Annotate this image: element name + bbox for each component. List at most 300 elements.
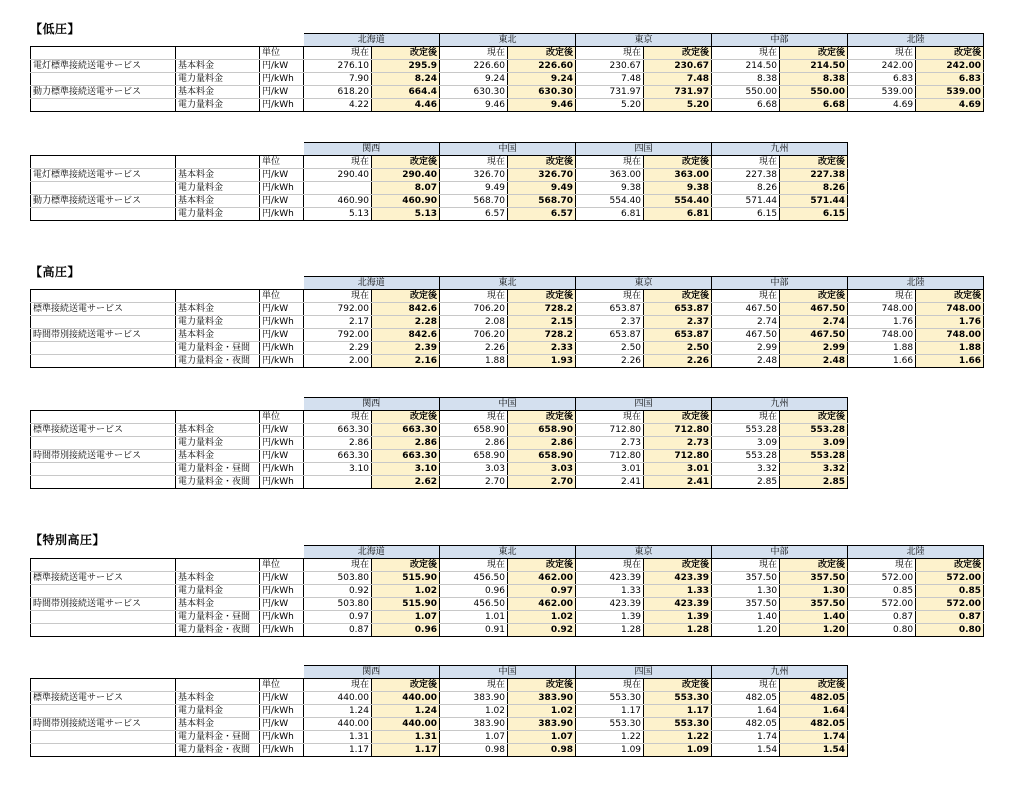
revised-value: 6.15 <box>780 208 848 221</box>
current-value: 276.10 <box>304 60 372 73</box>
revised-value: 1.09 <box>644 744 712 757</box>
charge-item: 基本料金 <box>176 598 260 611</box>
revised-value: 226.60 <box>508 60 576 73</box>
revised-value: 630.30 <box>508 86 576 99</box>
current-value: 1.39 <box>576 611 644 624</box>
current-value: 1.28 <box>576 624 644 637</box>
unit-cell: 円/kWh <box>260 316 304 329</box>
current-value: 572.00 <box>848 598 916 611</box>
region-header: 東北 <box>440 546 576 559</box>
current-value: 8.38 <box>712 73 780 86</box>
current-value: 2.85 <box>712 476 780 489</box>
revised-value: 3.03 <box>508 463 576 476</box>
empty-cell <box>31 546 176 559</box>
empty-cell <box>176 47 260 60</box>
unit-header: 単位 <box>260 559 304 572</box>
current-header: 現在 <box>304 156 372 169</box>
current-value: 554.40 <box>576 195 644 208</box>
revised-value: 0.87 <box>916 611 984 624</box>
revised-value: 467.50 <box>780 329 848 342</box>
unit-header: 単位 <box>260 411 304 424</box>
revised-value: 0.92 <box>508 624 576 637</box>
region-header-row <box>31 546 984 559</box>
charge-item: 電力量料金 <box>176 705 260 718</box>
current-value: 2.26 <box>576 355 644 368</box>
current-value: 6.15 <box>712 208 780 221</box>
current-header: 現在 <box>848 290 916 303</box>
current-value: 539.00 <box>848 86 916 99</box>
table-row <box>31 60 984 73</box>
revised-value: 658.90 <box>508 450 576 463</box>
service-name: 動力標準接続送電サービス <box>31 86 176 99</box>
column-header-row <box>31 559 984 572</box>
current-value: 6.57 <box>440 208 508 221</box>
current-value: 326.70 <box>440 169 508 182</box>
charge-item: 電力量料金・昼間 <box>176 611 260 624</box>
revised-value: 2.15 <box>508 316 576 329</box>
current-value: 553.28 <box>712 450 780 463</box>
revised-value: 6.68 <box>780 99 848 112</box>
revised-value: 553.30 <box>644 718 712 731</box>
service-name <box>31 476 176 489</box>
revised-value: 0.96 <box>372 624 440 637</box>
revised-value: 6.81 <box>644 208 712 221</box>
service-name: 時間帯別接続送電サービス <box>31 450 176 463</box>
charge-item: 基本料金 <box>176 718 260 731</box>
current-value: 1.64 <box>712 705 780 718</box>
service-name <box>31 624 176 637</box>
current-value: 8.26 <box>712 182 780 195</box>
charge-item: 電力量料金 <box>176 437 260 450</box>
unit-cell: 円/kWh <box>260 611 304 624</box>
charge-item: 基本料金 <box>176 424 260 437</box>
current-header: 現在 <box>712 47 780 60</box>
current-value: 1.17 <box>576 705 644 718</box>
revised-value: 326.70 <box>508 169 576 182</box>
current-value: 658.90 <box>440 424 508 437</box>
current-value: 363.00 <box>576 169 644 182</box>
revised-value: 2.74 <box>780 316 848 329</box>
current-value: 9.38 <box>576 182 644 195</box>
charge-item: 基本料金 <box>176 169 260 182</box>
service-name: 標準接続送電サービス <box>31 572 176 585</box>
current-value: 2.26 <box>440 342 508 355</box>
current-value: 663.30 <box>304 450 372 463</box>
current-value: 1.88 <box>848 342 916 355</box>
revised-value: 553.30 <box>644 692 712 705</box>
revised-header: 改定後 <box>508 559 576 572</box>
revised-value: 1.93 <box>508 355 576 368</box>
revised-value: 539.00 <box>916 86 984 99</box>
empty-cell <box>176 277 260 290</box>
revised-value: 8.07 <box>372 182 440 195</box>
current-header: 現在 <box>440 411 508 424</box>
current-value: 2.48 <box>712 355 780 368</box>
current-header: 現在 <box>712 411 780 424</box>
current-value: 423.39 <box>576 572 644 585</box>
revised-value: 1.74 <box>780 731 848 744</box>
revised-header: 改定後 <box>644 411 712 424</box>
unit-cell: 円/kWh <box>260 463 304 476</box>
revised-value: 571.44 <box>780 195 848 208</box>
region-header-row <box>31 277 984 290</box>
revised-value: 663.30 <box>372 424 440 437</box>
column-header-row <box>31 411 848 424</box>
current-value: 0.98 <box>440 744 508 757</box>
current-value: 467.50 <box>712 303 780 316</box>
revised-value: 3.01 <box>644 463 712 476</box>
revised-value: 1.54 <box>780 744 848 757</box>
column-header-row <box>31 156 848 169</box>
current-value: 2.86 <box>440 437 508 450</box>
revised-value: 712.80 <box>644 450 712 463</box>
current-value: 2.37 <box>576 316 644 329</box>
table-row <box>31 303 984 316</box>
current-value: 7.48 <box>576 73 644 86</box>
revised-value: 1.64 <box>780 705 848 718</box>
revised-value: 9.38 <box>644 182 712 195</box>
revised-value: 1.02 <box>508 611 576 624</box>
revised-header: 改定後 <box>372 47 440 60</box>
revised-value: 1.02 <box>508 705 576 718</box>
current-value: 1.33 <box>576 585 644 598</box>
table-row <box>31 611 984 624</box>
revised-value: 554.40 <box>644 195 712 208</box>
current-value: 357.50 <box>712 598 780 611</box>
current-value: 242.00 <box>848 60 916 73</box>
revised-header: 改定後 <box>780 290 848 303</box>
unit-cell: 円/kWh <box>260 624 304 637</box>
current-value: 568.70 <box>440 195 508 208</box>
current-value: 456.50 <box>440 598 508 611</box>
revised-value: 842.6 <box>372 329 440 342</box>
tariff-table <box>30 665 848 757</box>
revised-value: 728.2 <box>508 303 576 316</box>
revised-value: 1.20 <box>780 624 848 637</box>
current-value: 6.83 <box>848 73 916 86</box>
revised-header: 改定後 <box>644 156 712 169</box>
current-value: 503.80 <box>304 598 372 611</box>
revised-value: 2.62 <box>372 476 440 489</box>
revised-value: 242.00 <box>916 60 984 73</box>
empty-cell <box>176 143 260 156</box>
current-value: 383.90 <box>440 718 508 731</box>
current-value: 1.76 <box>848 316 916 329</box>
table-row <box>31 329 984 342</box>
table-row <box>31 598 984 611</box>
revised-value: 2.16 <box>372 355 440 368</box>
current-value: 1.88 <box>440 355 508 368</box>
revised-header: 改定後 <box>372 679 440 692</box>
revised-value: 9.24 <box>508 73 576 86</box>
current-value: 9.46 <box>440 99 508 112</box>
current-value: 1.74 <box>712 731 780 744</box>
empty-cell <box>31 290 176 303</box>
empty-cell <box>31 559 176 572</box>
unit-cell: 円/kW <box>260 303 304 316</box>
revised-value: 1.24 <box>372 705 440 718</box>
revised-value: 1.30 <box>780 585 848 598</box>
service-name: 電灯標準接続送電サービス <box>31 169 176 182</box>
revised-value: 440.00 <box>372 718 440 731</box>
revised-value: 1.33 <box>644 585 712 598</box>
current-value: 2.17 <box>304 316 372 329</box>
revised-value: 1.07 <box>372 611 440 624</box>
empty-cell <box>176 679 260 692</box>
revised-value: 2.86 <box>372 437 440 450</box>
region-header: 中部 <box>712 277 848 290</box>
current-header: 現在 <box>440 559 508 572</box>
empty-cell <box>176 546 260 559</box>
current-value: 1.20 <box>712 624 780 637</box>
table-row <box>31 437 848 450</box>
region-header: 東北 <box>440 34 576 47</box>
current-value: 731.97 <box>576 86 644 99</box>
revised-value: 5.20 <box>644 99 712 112</box>
revised-value: 1.07 <box>508 731 576 744</box>
current-value: 6.81 <box>576 208 644 221</box>
revised-header: 改定後 <box>780 411 848 424</box>
current-value: 440.00 <box>304 718 372 731</box>
unit-cell: 円/kW <box>260 195 304 208</box>
revised-value: 748.00 <box>916 329 984 342</box>
current-value: 456.50 <box>440 572 508 585</box>
charge-item: 基本料金 <box>176 692 260 705</box>
unit-cell: 円/kWh <box>260 585 304 598</box>
current-value: 0.96 <box>440 585 508 598</box>
service-name <box>31 73 176 86</box>
current-value <box>304 476 372 489</box>
revised-header: 改定後 <box>508 156 576 169</box>
unit-header: 単位 <box>260 290 304 303</box>
charge-item: 基本料金 <box>176 86 260 99</box>
revised-value: 6.83 <box>916 73 984 86</box>
empty-cell <box>260 277 304 290</box>
table-row <box>31 476 848 489</box>
region-header-row <box>31 398 848 411</box>
current-value: 2.99 <box>712 342 780 355</box>
revised-header: 改定後 <box>508 411 576 424</box>
charge-item: 基本料金 <box>176 195 260 208</box>
revised-value: 2.73 <box>644 437 712 450</box>
current-value: 290.40 <box>304 169 372 182</box>
revised-value: 363.00 <box>644 169 712 182</box>
unit-header: 単位 <box>260 156 304 169</box>
current-value: 1.09 <box>576 744 644 757</box>
revised-value: 2.28 <box>372 316 440 329</box>
revised-value: 653.87 <box>644 329 712 342</box>
current-value: 1.17 <box>304 744 372 757</box>
revised-value: 1.17 <box>372 744 440 757</box>
region-header: 関西 <box>304 398 440 411</box>
current-value: 1.54 <box>712 744 780 757</box>
charge-item: 電力量料金・夜間 <box>176 476 260 489</box>
revised-value: 553.28 <box>780 424 848 437</box>
revised-value: 568.70 <box>508 195 576 208</box>
revised-value: 3.32 <box>780 463 848 476</box>
revised-value: 482.05 <box>780 718 848 731</box>
revised-value: 842.6 <box>372 303 440 316</box>
current-value: 214.50 <box>712 60 780 73</box>
unit-cell: 円/kWh <box>260 731 304 744</box>
section-title-low-voltage: 【低圧】 <box>30 22 81 36</box>
revised-value: 664.4 <box>372 86 440 99</box>
revised-value: 462.00 <box>508 572 576 585</box>
section-title-high-voltage: 【高圧】 <box>30 265 81 279</box>
revised-value: 3.09 <box>780 437 848 450</box>
service-name: 電灯標準接続送電サービス <box>31 60 176 73</box>
current-value: 2.41 <box>576 476 644 489</box>
revised-value: 663.30 <box>372 450 440 463</box>
revised-header: 改定後 <box>372 559 440 572</box>
unit-cell: 円/kW <box>260 86 304 99</box>
revised-value: 9.49 <box>508 182 576 195</box>
revised-value: 2.50 <box>644 342 712 355</box>
current-value: 1.31 <box>304 731 372 744</box>
current-header: 現在 <box>576 290 644 303</box>
current-value: 748.00 <box>848 329 916 342</box>
unit-cell: 円/kWh <box>260 476 304 489</box>
revised-value: 1.28 <box>644 624 712 637</box>
tariff-table <box>30 33 984 112</box>
region-header: 中国 <box>440 143 576 156</box>
empty-cell <box>31 411 176 424</box>
tariff-table <box>30 142 848 221</box>
revised-value: 2.26 <box>644 355 712 368</box>
current-header: 現在 <box>576 411 644 424</box>
region-header-row <box>31 666 848 679</box>
current-value: 423.39 <box>576 598 644 611</box>
current-value: 706.20 <box>440 303 508 316</box>
charge-item: 電力量料金・夜間 <box>176 624 260 637</box>
table-row <box>31 692 848 705</box>
revised-value: 2.86 <box>508 437 576 450</box>
unit-header: 単位 <box>260 679 304 692</box>
empty-cell <box>176 666 260 679</box>
revised-value: 2.37 <box>644 316 712 329</box>
unit-cell: 円/kWh <box>260 342 304 355</box>
current-header: 現在 <box>576 156 644 169</box>
unit-cell: 円/kWh <box>260 705 304 718</box>
service-name <box>31 316 176 329</box>
revised-value: 0.85 <box>916 585 984 598</box>
empty-cell <box>176 290 260 303</box>
revised-value: 0.97 <box>508 585 576 598</box>
charge-item: 電力量料金 <box>176 585 260 598</box>
revised-value: 440.00 <box>372 692 440 705</box>
current-value: 1.07 <box>440 731 508 744</box>
revised-value: 467.50 <box>780 303 848 316</box>
revised-value: 1.66 <box>916 355 984 368</box>
unit-cell: 円/kWh <box>260 99 304 112</box>
revised-value: 8.24 <box>372 73 440 86</box>
empty-cell <box>31 34 176 47</box>
service-name <box>31 182 176 195</box>
current-value: 482.05 <box>712 718 780 731</box>
table-row <box>31 355 984 368</box>
service-name: 時間帯別接続送電サービス <box>31 329 176 342</box>
current-value: 653.87 <box>576 303 644 316</box>
empty-cell <box>31 277 176 290</box>
current-value: 0.85 <box>848 585 916 598</box>
current-value: 2.70 <box>440 476 508 489</box>
table-row <box>31 86 984 99</box>
current-value: 1.66 <box>848 355 916 368</box>
current-header: 現在 <box>712 559 780 572</box>
charge-item: 基本料金 <box>176 60 260 73</box>
current-value: 460.90 <box>304 195 372 208</box>
current-value: 4.22 <box>304 99 372 112</box>
current-value: 1.40 <box>712 611 780 624</box>
revised-header: 改定後 <box>508 47 576 60</box>
current-value: 0.80 <box>848 624 916 637</box>
revised-header: 改定後 <box>780 559 848 572</box>
unit-cell: 円/kW <box>260 718 304 731</box>
region-header: 四国 <box>576 143 712 156</box>
revised-value: 2.85 <box>780 476 848 489</box>
service-name <box>31 463 176 476</box>
current-header: 現在 <box>440 679 508 692</box>
table-row <box>31 705 848 718</box>
table-row <box>31 169 848 182</box>
unit-cell: 円/kW <box>260 692 304 705</box>
revised-value: 1.02 <box>372 585 440 598</box>
unit-cell: 円/kW <box>260 169 304 182</box>
region-header: 北陸 <box>848 277 984 290</box>
revised-value: 553.28 <box>780 450 848 463</box>
revised-header: 改定後 <box>780 156 848 169</box>
current-value: 2.08 <box>440 316 508 329</box>
current-value: 792.00 <box>304 303 372 316</box>
revised-value: 572.00 <box>916 572 984 585</box>
charge-item: 基本料金 <box>176 329 260 342</box>
revised-value: 9.46 <box>508 99 576 112</box>
tariff-table <box>30 276 984 368</box>
revised-value: 1.17 <box>644 705 712 718</box>
revised-value: 4.69 <box>916 99 984 112</box>
table-row <box>31 208 848 221</box>
unit-cell: 円/kW <box>260 450 304 463</box>
charge-item: 電力量料金 <box>176 208 260 221</box>
unit-cell: 円/kW <box>260 329 304 342</box>
revised-header: 改定後 <box>916 47 984 60</box>
charge-item: 基本料金 <box>176 450 260 463</box>
unit-cell: 円/kW <box>260 572 304 585</box>
region-header: 四国 <box>576 398 712 411</box>
revised-value: 2.70 <box>508 476 576 489</box>
revised-value: 383.90 <box>508 718 576 731</box>
current-value: 653.87 <box>576 329 644 342</box>
table-row <box>31 73 984 86</box>
current-header: 現在 <box>440 47 508 60</box>
current-value: 440.00 <box>304 692 372 705</box>
empty-cell <box>260 666 304 679</box>
current-value: 550.00 <box>712 86 780 99</box>
revised-value: 4.46 <box>372 99 440 112</box>
service-name <box>31 342 176 355</box>
current-value: 4.69 <box>848 99 916 112</box>
empty-cell <box>260 34 304 47</box>
charge-item: 電力量料金・昼間 <box>176 342 260 355</box>
service-name <box>31 437 176 450</box>
current-value: 1.01 <box>440 611 508 624</box>
revised-value: 357.50 <box>780 598 848 611</box>
revised-value: 295.9 <box>372 60 440 73</box>
current-value: 227.38 <box>712 169 780 182</box>
revised-value: 1.76 <box>916 316 984 329</box>
current-value: 5.13 <box>304 208 372 221</box>
charge-item: 電力量料金・夜間 <box>176 355 260 368</box>
